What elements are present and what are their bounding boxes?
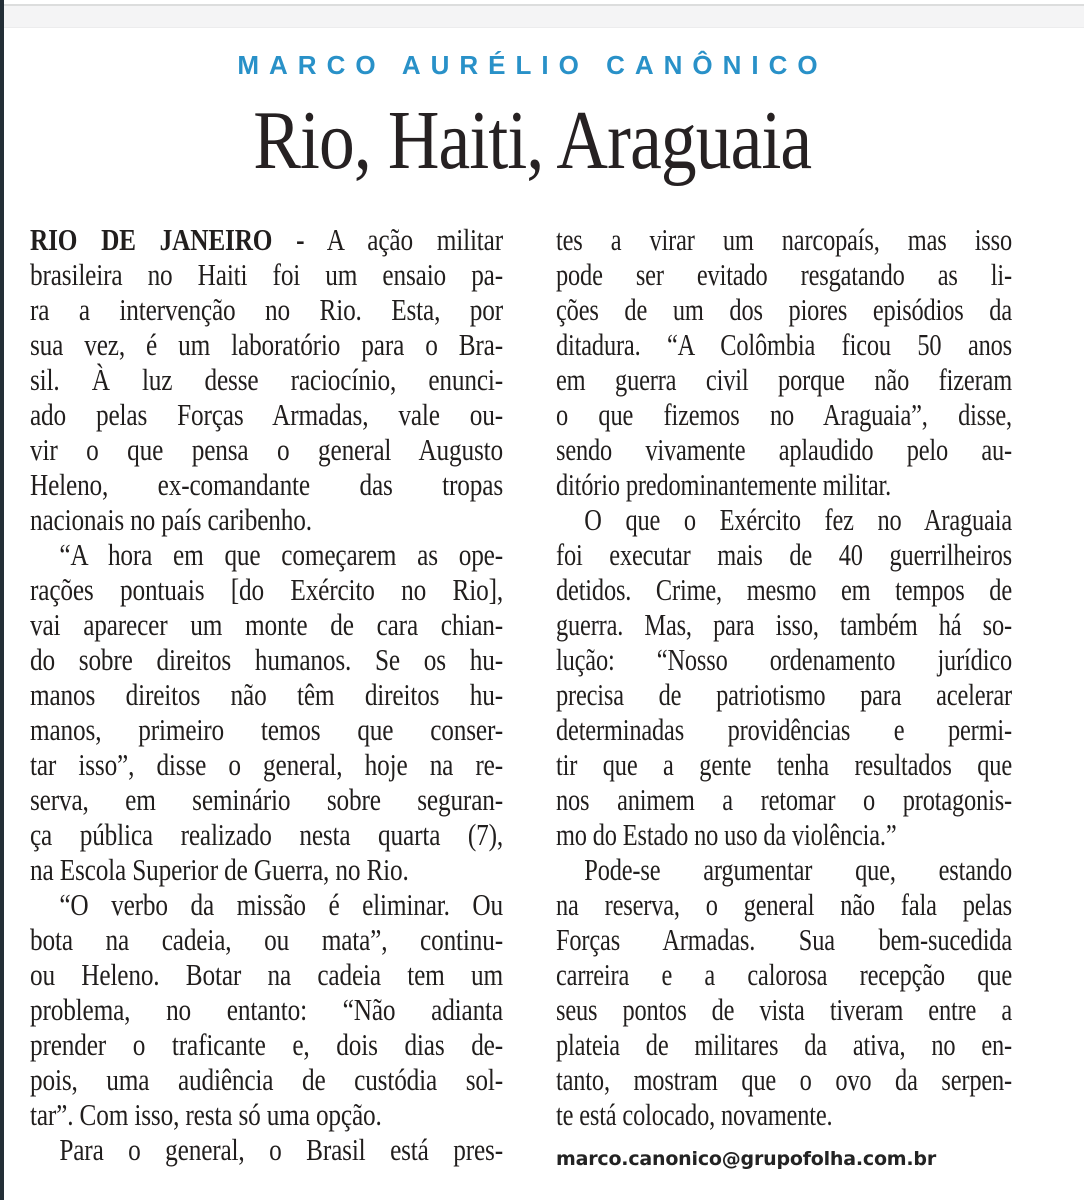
article-line: prender o traficante e, dois dias de- xyxy=(30,1027,503,1062)
article-line: Forças Armadas. Sua bem-sucedida xyxy=(556,922,1012,957)
article-line: tar isso”, disse o general, hoje na re- xyxy=(30,747,503,782)
article-line: tar”. Com isso, resta só uma opção. xyxy=(30,1097,382,1132)
article-line: problema, no entanto: “Não adianta xyxy=(30,992,503,1027)
page-left-edge-rule xyxy=(0,0,4,1200)
column-right xyxy=(556,222,1012,1177)
article-line: vai aparecer um monte de cara chian- xyxy=(30,607,503,642)
article-line: determinadas providências e permi- xyxy=(556,712,1012,747)
article-line: detidos. Crime, mesmo em tempos de xyxy=(556,572,1012,607)
article-line: ditadura. “A Colômbia ficou 50 anos xyxy=(556,327,1012,362)
article-line: pois, uma audiência de custódia sol- xyxy=(30,1062,503,1097)
article-line: ra a intervenção no Rio. Esta, por xyxy=(30,292,503,327)
article-line: na reserva, o general não fala pelas xyxy=(556,887,1012,922)
article-line: nos animem a retomar o protagonis- xyxy=(556,782,1012,817)
article-line: ado pelas Forças Armadas, vale ou- xyxy=(30,397,503,432)
article-line: serva, em seminário sobre seguran- xyxy=(30,782,503,817)
byline: MARCO AURÉLIO CANÔNICO xyxy=(237,50,828,80)
article-line: ditório predominantemente militar. xyxy=(556,467,892,502)
article-line: “A hora em que começarem as ope- xyxy=(59,537,503,572)
article-line: manos, primeiro temos que conser- xyxy=(30,712,503,747)
article-line: vir o que pensa o general Augusto xyxy=(30,432,503,467)
article-line: na Escola Superior de Guerra, no Rio. xyxy=(30,852,409,887)
article-line: nacionais no país caribenho. xyxy=(30,502,312,537)
article-body xyxy=(30,222,1012,1177)
article-line: sendo vivamente aplaudido pelo au- xyxy=(556,432,1012,467)
article-line: lução: “Nosso ordenamento jurídico xyxy=(556,642,1012,677)
article-line: tir que a gente tenha resultados que xyxy=(556,747,1012,782)
article-line: o que fizemos no Araguaia”, disse, xyxy=(556,397,1012,432)
article-line: em guerra civil porque não fizeram xyxy=(556,362,1012,397)
article-line: pode ser evitado resgatando as li- xyxy=(556,257,1012,292)
article-line: manos direitos não têm direitos hu- xyxy=(30,677,503,712)
dateline: RIO DE JANEIRO - xyxy=(30,222,305,257)
article-line: “O verbo da missão é eliminar. Ou xyxy=(59,887,503,922)
article-line: carreira e a calorosa recepção que xyxy=(556,957,1012,992)
article-line: plateia de militares da ativa, no en- xyxy=(556,1027,1012,1062)
article-line: seus pontos de vista tiveram entre a xyxy=(556,992,1012,1027)
article-line: bota na cadeia, ou mata”, continu- xyxy=(30,922,503,957)
article-line: Pode-se argumentar que, estando xyxy=(584,852,1012,887)
article-line: sua vez, é um laboratório para o Bra- xyxy=(30,327,503,362)
article-line: guerra. Mas, para isso, também há so- xyxy=(556,607,1012,642)
article-line: Para o general, o Brasil está pres- xyxy=(59,1132,503,1167)
article-line: brasileira no Haiti foi um ensaio pa- xyxy=(30,257,503,292)
article-line: ça pública realizado nesta quarta (7), xyxy=(30,817,503,852)
article-line: Heleno, ex-comandante das tropas xyxy=(30,467,503,502)
article-line: RIO DE JANEIRO - A ação militar xyxy=(30,222,503,257)
article-line: ou Heleno. Botar na cadeia tem um xyxy=(30,957,503,992)
top-gray-band xyxy=(0,6,1084,28)
article-line: sil. À luz desse raciocínio, enunci- xyxy=(30,362,503,397)
author-email: marco.canonico@grupofolha.com.br xyxy=(556,1148,936,1170)
article-line: foi executar mais de 40 guerrilheiros xyxy=(556,537,1012,572)
article-line: do sobre direitos humanos. Se os hu- xyxy=(30,642,503,677)
column-left xyxy=(30,222,503,1177)
article-line: rações pontuais [do Exército no Rio], xyxy=(30,572,503,607)
article-line: tanto, mostram que o ovo da serpen- xyxy=(556,1062,1012,1097)
article-line: tes a virar um narcopaís, mas isso xyxy=(556,222,1012,257)
headline-wrap xyxy=(30,94,1035,188)
article-line: O que o Exército fez no Araguaia xyxy=(584,502,1012,537)
article-line: mo do Estado no uso da violência.” xyxy=(556,817,897,852)
article-line: precisa de patriotismo para acelerar xyxy=(556,677,1012,712)
headline: Rio, Haiti, Araguaia xyxy=(253,94,812,187)
article-line: te está colocado, novamente. xyxy=(556,1097,833,1132)
article-line: ções de um dos piores episódios da xyxy=(556,292,1012,327)
